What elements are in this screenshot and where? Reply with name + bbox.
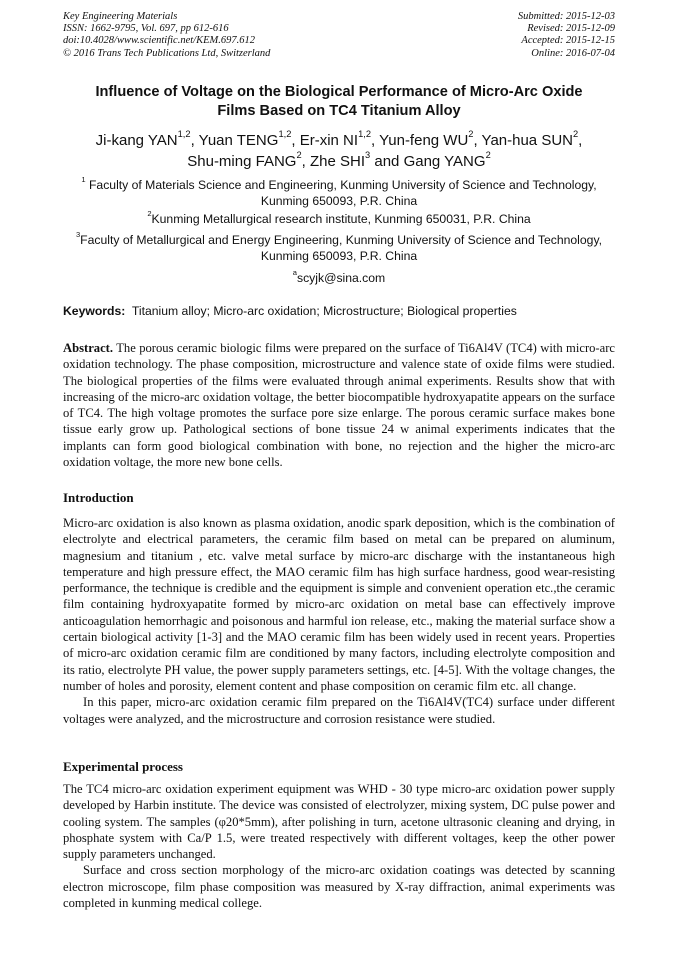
author-name: Yun-feng WU: [379, 132, 469, 149]
issn-line: ISSN: 1662-9795, Vol. 697, pp 612-616: [63, 23, 229, 35]
keywords-label: Keywords:: [63, 304, 126, 318]
author-separator: ,: [301, 153, 310, 170]
experimental-body: [63, 781, 615, 911]
abstract: [63, 340, 615, 470]
author: [95, 128, 199, 149]
affiliation-text: Faculty of Materials Science and Engineering, Kunming University of Science and Technology, Kunming 650093, P.R. China: [88, 178, 597, 208]
author-affiliation-mark: 2: [572, 128, 579, 139]
copyright-line: © 2016 Trans Tech Publications Ltd, Switzerland: [63, 47, 271, 59]
author-separator: ,: [371, 132, 380, 149]
author-name: Zhe SHI: [309, 153, 366, 170]
author: [299, 128, 380, 149]
email-mark: a: [292, 268, 297, 278]
journal-header-right: [518, 11, 615, 60]
author-affiliation-mark: 1,2: [358, 128, 371, 139]
keywords-text: Titanium alloy; Micro-arc oxidation; Microstructure; Biological properties: [131, 304, 517, 318]
keywords: [63, 303, 615, 319]
author-name: Ji-kang YAN: [95, 132, 178, 149]
affiliation-text: Faculty of Metallurgical and Energy Engineering, Kunming University of Science and Technology, Kunming 650093, P.R. China: [80, 233, 603, 263]
paragraph: The TC4 micro-arc oxidation experiment equipment was WHD - 30 type micro-arc oxidation power supply developed by Harbin institute. The device was consisted of electrolyzer, mixing system, DC pulse power and cooling system. The samples (φ20*5mm), after polishing in turn, acetone ultrasonic cleaning and drying, in phosphate system with Ca/P 1.5, were treated respectively with different voltages, keep the other power supply parameters unchanged.: [63, 782, 615, 862]
title-line: Influence of Voltage on the Biological Performance of Micro-Arc Oxide: [95, 84, 583, 100]
author: [198, 128, 300, 149]
author-name: Yan-hua SUN: [481, 132, 573, 149]
paragraph: In this paper, micro-arc oxidation ceramic film prepared on the Ti6Al4V(TC4) surface under different voltages were analyzed, and the microstructure and corrosion resistance were studied.: [63, 695, 615, 726]
affiliation: [58, 177, 620, 209]
journal-header-left: [63, 11, 270, 60]
author-separator: and: [370, 153, 404, 170]
author-list: [55, 130, 623, 172]
title-line: Films Based on TC4 Titanium Alloy: [217, 103, 461, 119]
author-affiliation-mark: 1,2: [177, 128, 191, 139]
author-affiliation-mark: 3: [365, 149, 371, 160]
author-separator: ,: [190, 132, 199, 149]
author: [309, 149, 404, 170]
author-affiliation-mark: 2: [468, 128, 474, 139]
author: [187, 149, 310, 170]
paragraph: Micro-arc oxidation is also known as plasma oxidation, anodic spark deposition, which is the combination of electrolyte and electrical parameters, the ceramic film based on metal can be prepared on aluminum, magnesium and titanium , etc. valve metal surface by micro-arc discharge with the instantaneous high temperature and high pressure effect, the MAO ceramic film has high surface hardness, good wear-resisting performance, the technique is credible and the equipment is simple and convenient operation etc.,the ceramic film containing hydroxyapatite formed by micro-arc oxidation on metal base can effectively improve anticoagulation hemorrhagic and poisonous and harmful ion release, etc., making the material surface show a certain biological activity [1-3] and the MAO ceramic film has been widely used in recent years. Properties of micro-arc oxidation ceramic film are conditioned by many factors, including electrolyte composition and its ratio, electrolyte PH value, the power supply parameters settings, etc. [4-5]. With the voltage changes, the number of holes and porosity, element content and phase composition on ceramic film etc. all change.: [63, 516, 615, 693]
author-name: Yuan TENG: [198, 132, 279, 149]
affiliation: [58, 211, 620, 227]
author-affiliation-mark: 2: [296, 149, 302, 160]
author-name: Shu-ming FANG: [187, 153, 297, 170]
email-address: scyjk@sina.com: [296, 271, 386, 285]
affiliation-text: Kunming Metallurgical research institute, Kunming 650031, P.R. China: [151, 212, 531, 226]
abstract-text: The porous ceramic biologic films were prepared on the surface of Ti6Al4V (TC4) with micro-arc oxidation technology. The phase composition, microstructure and valence state of oxide films were studied. The biological properties of the films were evaluated through animal experiments. Results show that with increasing of the micro-arc oxidation voltage, the better biocompatible hydroxyapatite appears on the surface of TC4. The high voltage promotes the surface pore size enlarge. The porous ceramic surface makes bone tissue early grow up. Pathological sections of bone tissue 24 w animal experiments indicates that the implants can form good biological combination with bone, no rejection and the higher the micro-arc oxidation voltage, the more new bone cells.: [63, 341, 615, 470]
author-affiliation-mark: 2: [485, 149, 491, 160]
journal-name: Key Engineering Materials: [63, 11, 178, 22]
author-name: Er-xin NI: [299, 132, 359, 149]
paper-title: [63, 83, 615, 121]
affiliation-mark: 2: [147, 209, 152, 219]
author: [379, 128, 482, 149]
affiliation-mark: 3: [75, 230, 81, 240]
doi-line: doi:10.4028/www.scientific.net/KEM.697.612: [63, 35, 255, 47]
author: [403, 149, 491, 170]
corresponding-email: [63, 270, 615, 286]
abstract-label: Abstract.: [63, 341, 114, 355]
affiliation: [58, 232, 620, 264]
author-separator: ,: [291, 132, 300, 149]
online-date: Online: 2016-07-04: [531, 47, 615, 59]
affiliation-mark: 1: [81, 175, 86, 185]
introduction-body: [63, 515, 615, 727]
author: [481, 128, 583, 149]
accepted-date: Accepted: 2015-12-15: [521, 35, 615, 47]
author-separator: ,: [473, 132, 482, 149]
section-heading-experimental: Experimental process: [63, 759, 183, 774]
paragraph: Surface and cross section morphology of the micro-arc oxidation coatings was detected by scanning electron microscope, film phase composition was measured by X-ray diffraction, animal experiments was completed in kunming medical college.: [63, 863, 615, 911]
author-separator: ,: [578, 132, 583, 149]
revised-date: Revised: 2015-12-09: [527, 23, 615, 35]
submitted-date: Submitted: 2015-12-03: [517, 11, 615, 22]
author-affiliation-mark: 1,2: [278, 128, 292, 139]
author-name: Gang YANG: [403, 153, 486, 170]
section-heading-introduction: Introduction: [63, 490, 134, 505]
